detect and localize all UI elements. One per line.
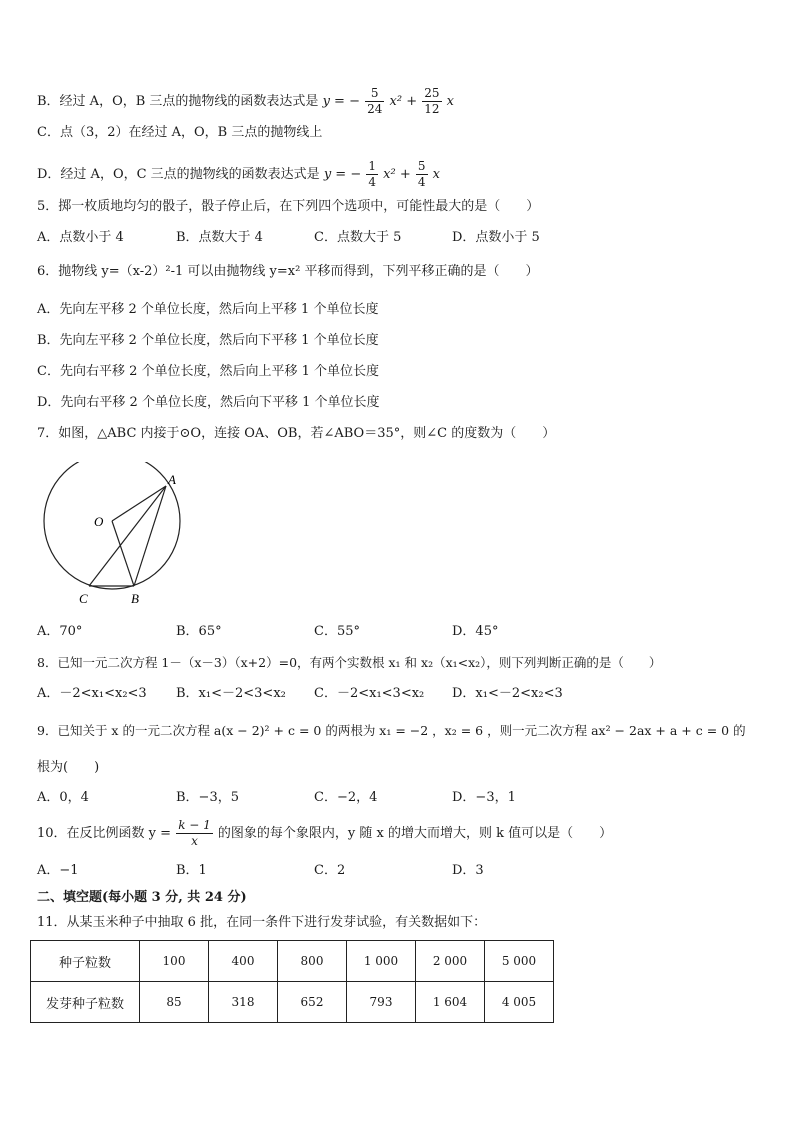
segment-oa bbox=[112, 486, 166, 521]
table-row bbox=[31, 941, 554, 982]
table-cell: 800 bbox=[278, 941, 347, 982]
q10-option-b: B．1 bbox=[176, 863, 207, 878]
q9-option-b: B．−3，5 bbox=[176, 790, 239, 805]
table-cell: 400 bbox=[209, 941, 278, 982]
q9-option-a: A．0，4 bbox=[37, 790, 89, 805]
q6-option-d: D．先向右平移 2 个单位长度，然后向下平移 1 个单位长度 bbox=[37, 395, 380, 410]
table-cell: 4 005 bbox=[485, 982, 554, 1023]
q10-stem bbox=[37, 818, 612, 849]
q8-option-a: A．－2<x₁<x₂<3 bbox=[37, 686, 147, 701]
q9-option-c: C．−2，4 bbox=[314, 790, 378, 805]
q9-option-d: D．−3，1 bbox=[452, 790, 516, 805]
label-o: O bbox=[94, 514, 104, 529]
q7-option-b: B．65° bbox=[176, 624, 222, 639]
q6-option-b: B．先向左平移 2 个单位长度，然后向下平移 1 个单位长度 bbox=[37, 333, 379, 348]
fraction: $\frac{1}{4}$ bbox=[368, 159, 377, 189]
segment-ob bbox=[112, 521, 134, 586]
fraction: $\frac{k - 1}{x}$ bbox=[178, 818, 211, 848]
q8-option-b: B．x₁<－2<3<x₂ bbox=[176, 686, 286, 701]
label-a: A bbox=[168, 472, 176, 487]
prev-option-d-mid: x² + bbox=[383, 167, 411, 182]
prev-option-b bbox=[37, 86, 454, 117]
q8-options bbox=[37, 685, 757, 703]
table-row-label: 种子粒数 bbox=[31, 941, 140, 982]
q5-options bbox=[37, 229, 757, 247]
prev-option-b-eq: y = − bbox=[322, 94, 360, 109]
table-cell: 652 bbox=[278, 982, 347, 1023]
prev-option-b-end: x bbox=[446, 94, 455, 109]
q9-stem-continued: 根为( ) bbox=[37, 760, 100, 775]
q5-stem: 5．掷一枚质地均匀的骰子，骰子停止后，在下列四个选项中，可能性最大的是（ ） bbox=[37, 199, 540, 214]
q5-option-d: D．点数小于 5 bbox=[452, 230, 540, 245]
prev-option-d-text: D．经过 A，O，C 三点的抛物线的函数表达式是 bbox=[37, 167, 320, 182]
prev-option-c: C．点（3，2）在经过 A，O，B 三点的抛物线上 bbox=[37, 125, 323, 140]
q9-stem: 9．已知关于 x 的一元二次方程 a(x − 2)² + c = 0 的两根为 x₁ = −2 ，x₂ = 6 ，则一元二次方程 ax² − 2ax + a + c = 0 的 bbox=[37, 723, 746, 738]
q7-option-a: A．70° bbox=[37, 624, 83, 639]
q10-option-d: D．3 bbox=[452, 863, 484, 878]
segment-ac bbox=[89, 486, 166, 586]
circle-figure bbox=[36, 462, 196, 612]
table-row bbox=[31, 982, 554, 1023]
prev-option-d-end: x bbox=[432, 167, 440, 182]
q6-option-a: A．先向左平移 2 个单位长度，然后向上平移 1 个单位长度 bbox=[37, 302, 379, 317]
germination-table bbox=[30, 940, 554, 1023]
circle-o bbox=[44, 462, 180, 589]
table-row-label: 发芽种子粒数 bbox=[31, 982, 140, 1023]
q11-stem: 11．从某玉米种子中抽取 6 批，在同一条件下进行发芽试验，有关数据如下： bbox=[37, 915, 487, 930]
prev-option-d-eq: y = − bbox=[323, 167, 362, 182]
fraction: $\frac{25}{12}$ bbox=[424, 86, 440, 116]
q7-stem: 7．如图，△ABC 内接于⊙O，连接 OA、OB，若∠ABO＝35°，则∠C 的度数为（ ） bbox=[37, 426, 556, 441]
q7-option-c: C．55° bbox=[314, 624, 360, 639]
q8-option-d: D．x₁<－2<x₂<3 bbox=[452, 686, 563, 701]
label-c: C bbox=[79, 591, 88, 606]
q10-option-a: A．−1 bbox=[37, 863, 79, 878]
prev-option-b-mid: x² + bbox=[389, 94, 418, 109]
q5-option-c: C．点数大于 5 bbox=[314, 230, 402, 245]
fraction: $\frac{5}{4}$ bbox=[417, 159, 426, 189]
q6-option-c: C．先向右平移 2 个单位长度，然后向上平移 1 个单位长度 bbox=[37, 364, 380, 379]
table-cell: 2 000 bbox=[416, 941, 485, 982]
segment-ab bbox=[134, 486, 166, 586]
q10-option-c: C．2 bbox=[314, 863, 346, 878]
section-heading: 二、填空题(每小题 3 分, 共 24 分) bbox=[37, 890, 247, 905]
prev-option-d bbox=[37, 159, 440, 190]
fraction: $\frac{5}{24}$ bbox=[367, 86, 383, 116]
label-b: B bbox=[131, 591, 139, 606]
table-cell: 85 bbox=[140, 982, 209, 1023]
q8-stem: 8．已知一元二次方程 1－（x－3）（x+2）=0，有两个实数根 x₁ 和 x₂（x₁<x₂），则下列判断正确的是（ ） bbox=[37, 655, 662, 670]
table-cell: 793 bbox=[347, 982, 416, 1023]
q8-option-c: C．－2<x₁<3<x₂ bbox=[314, 686, 425, 701]
q9-options bbox=[37, 789, 757, 807]
q6-stem: 6．抛物线 y=（x-2）²-1 可以由抛物线 y=x² 平移而得到，下列平移正确的是（ ） bbox=[37, 264, 539, 279]
q7-option-d: D．45° bbox=[452, 624, 499, 639]
q5-option-b: B．点数大于 4 bbox=[176, 230, 263, 245]
table-cell: 100 bbox=[140, 941, 209, 982]
q10-options bbox=[37, 862, 757, 880]
q7-options bbox=[37, 623, 757, 641]
table-cell: 5 000 bbox=[485, 941, 554, 982]
table-cell: 318 bbox=[209, 982, 278, 1023]
table-cell: 1 604 bbox=[416, 982, 485, 1023]
q10-stem-pre: 10．在反比例函数 y = bbox=[37, 826, 172, 841]
q5-option-a: A．点数小于 4 bbox=[37, 230, 124, 245]
q10-stem-post: 的图象的每个象限内，y 随 x 的增大而增大，则 k 值可以是（ ） bbox=[217, 826, 613, 841]
prev-option-b-text: B．经过 A，O，B 三点的抛物线的函数表达式是 bbox=[37, 94, 319, 109]
table-cell: 1 000 bbox=[347, 941, 416, 982]
